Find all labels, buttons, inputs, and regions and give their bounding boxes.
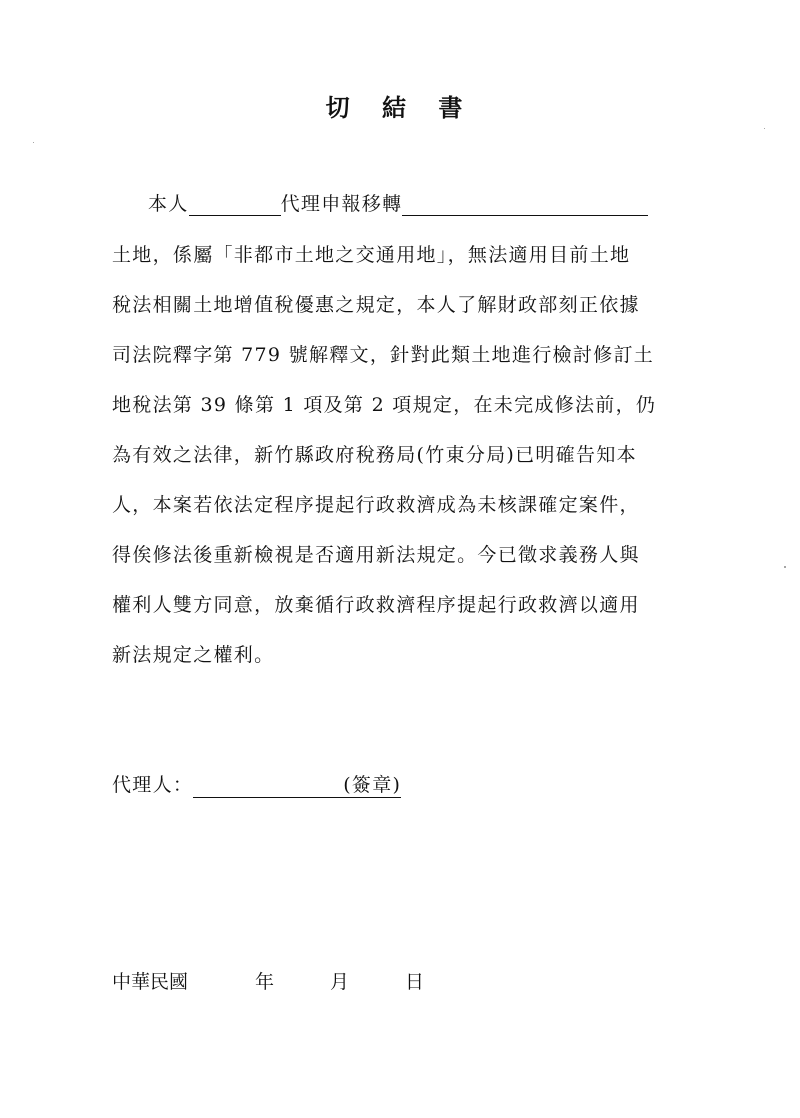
seal-label: (簽章)	[343, 774, 402, 796]
body-line: 為有效之法律，新竹縣政府稅務局(竹東分局)已明確告知本	[112, 444, 637, 466]
document-title: 切 結 書	[325, 94, 475, 122]
body-line: 得俟修法後重新檢視是否適用新法規定。今已徵求義務人與	[112, 544, 640, 566]
date-era: 中華民國	[112, 971, 189, 993]
intro-line	[112, 192, 648, 216]
intro-text-2: 代理申報移轉	[280, 193, 403, 215]
scan-speck	[764, 128, 765, 129]
body-line: 權利人雙方同意，放棄循行政救濟程序提起行政救濟以適用	[112, 594, 640, 616]
transfer-item-blank[interactable]	[402, 195, 648, 216]
date-year: 年	[255, 971, 275, 993]
scan-speck	[33, 142, 34, 143]
date-day: 日	[405, 971, 425, 993]
body-line: 地稅法第 39 條第 1 項及第 2 項規定，在未完成修法前，仍	[112, 394, 657, 416]
date-month: 月	[330, 971, 350, 993]
agent-signature-line	[112, 773, 401, 798]
body-line: 土地，係屬「非都市土地之交通用地」，無法適用目前土地	[112, 244, 631, 266]
body-line: 人，本案若依法定程序提起行政救濟成為未核課確定案件，	[112, 494, 640, 516]
body-line: 稅法相關土地增值稅優惠之規定，本人了解財政部刻正依據	[112, 294, 640, 316]
body-line: 司法院釋字第 779 號解釋文，針對此類土地進行檢討修訂土	[112, 344, 655, 366]
agent-name-blank[interactable]	[189, 195, 281, 216]
body-line: 新法規定之權利。	[112, 644, 275, 666]
agent-label: 代理人：	[112, 774, 194, 796]
intro-text-1: 本人	[148, 193, 189, 215]
scan-speck	[784, 566, 786, 568]
agent-signature-blank[interactable]	[193, 777, 341, 798]
